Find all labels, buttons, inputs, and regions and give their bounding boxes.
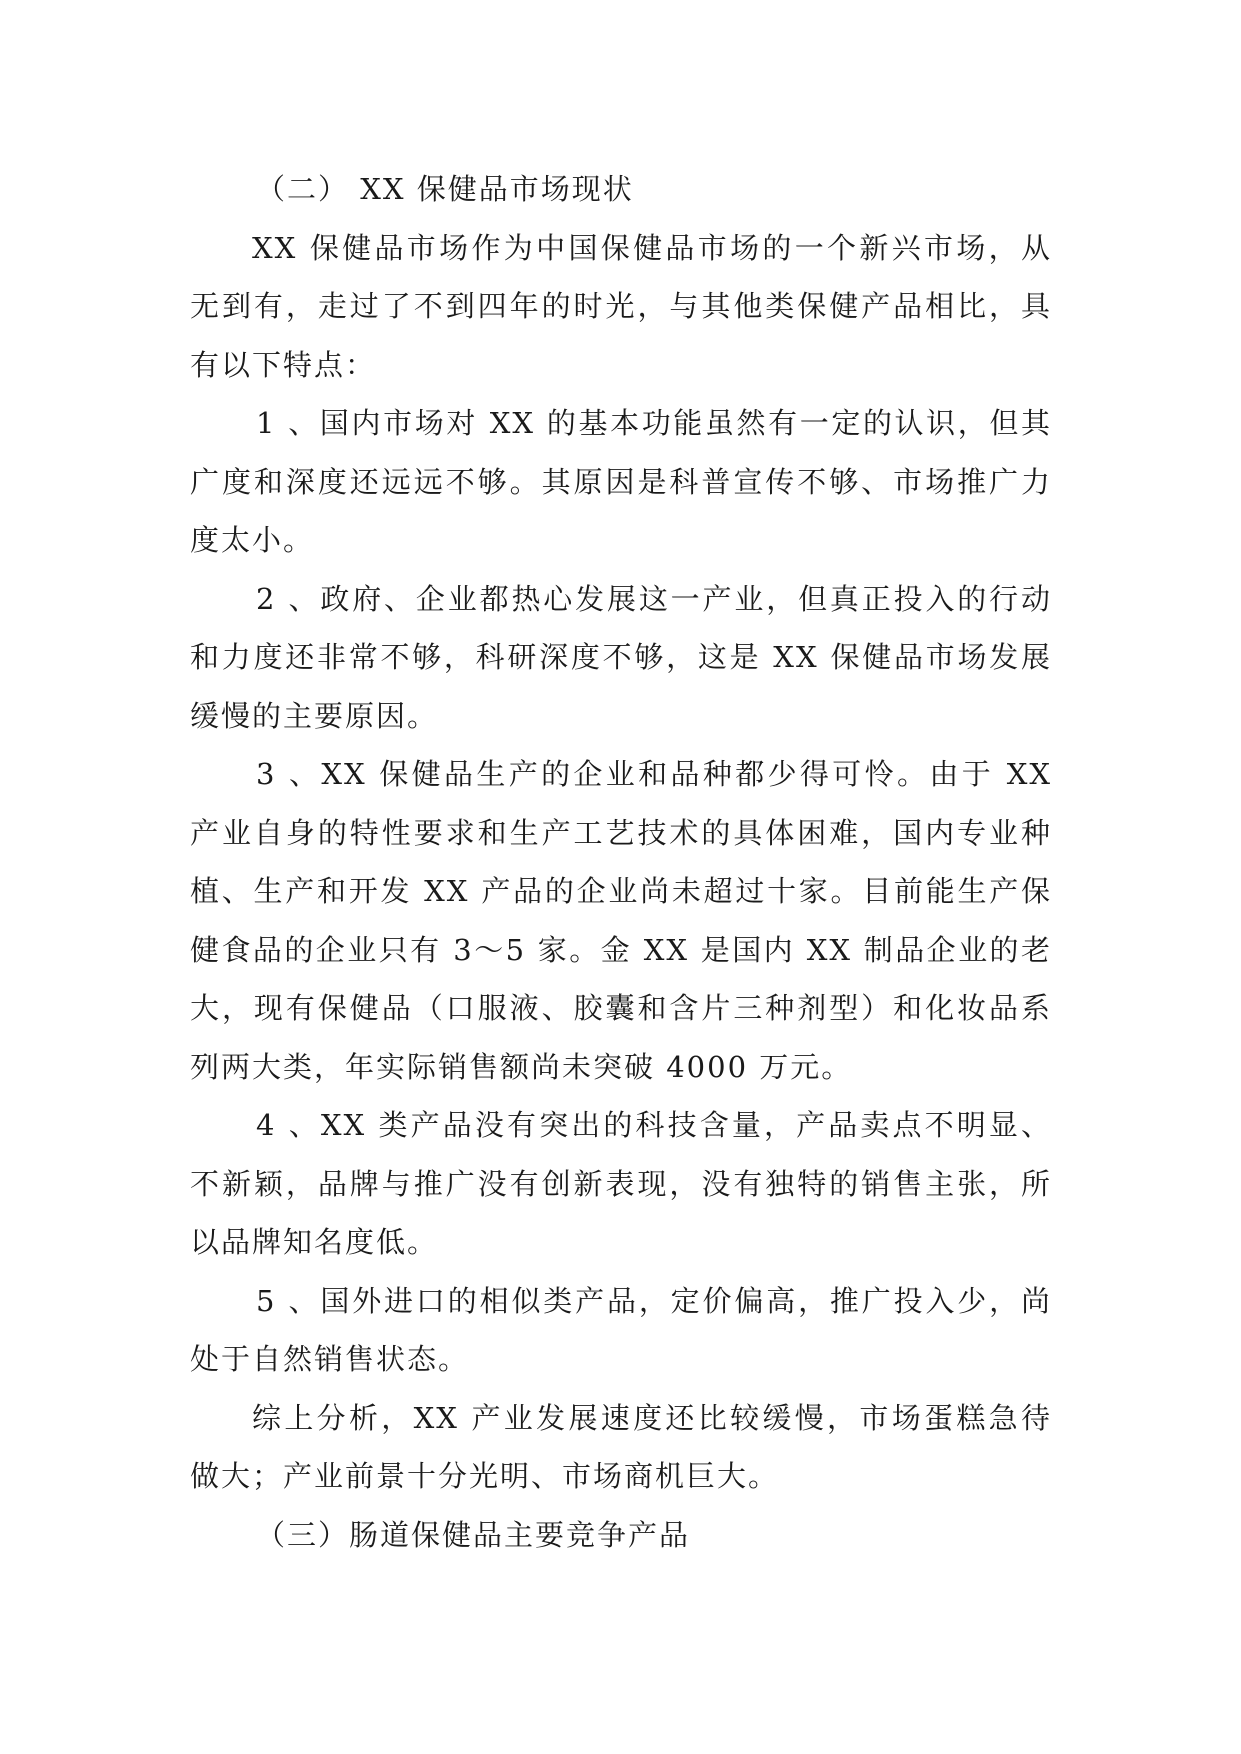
point-5-paragraph: 5 、国外进口的相似类产品，定价偏高，推广投入少，尚处于自然销售状态。 [190, 1283, 1052, 1376]
intro-paragraph: XX 保健品市场作为中国保健品市场的一个新兴市场，从无到有，走过了不到四年的时光，与其他类保健产品相比，具有以下特点： [190, 230, 1052, 382]
point-4-paragraph: 4 、XX 类产品没有突出的科技含量，产品卖点不明显、不新颖，品牌与推广没有创新表现，没有独特的销售主张，所以品牌知名度低。 [190, 1108, 1052, 1259]
section-heading-market-status: （二） XX 保健品市场现状 [256, 172, 634, 206]
section-heading-competitors: （三）肠道保健品主要竞争产品 [256, 1517, 691, 1552]
point-3-paragraph: 3 、XX 保健品生产的企业和品种都少得可怜。由于 XX 产业自身的特性要求和生产工艺技术的具体困难，国内专业种植、生产和开发 XX 产品的企业尚未超过十家。目前能生产保健食品的企业只有 3～5 家。金 XX 是国内 XX 制品企业的老大，现有保健品（口服液、胶囊和含片三种剂型）和化妆品系列两大类，年实际销售额尚未突破 4000 万元。 [190, 757, 1052, 1084]
document-body [190, 160, 1052, 1564]
point-2-paragraph: 2 、政府、企业都热心发展这一产业，但真正投入的行动和力度还非常不够，科研深度不够，这是 XX 保健品市场发展缓慢的主要原因。 [190, 581, 1052, 733]
point-1-paragraph: 1 、国内市场对 XX 的基本功能虽然有一定的认识，但其广度和深度还远远不够。其原因是科普宣传不够、市场推广力度太小。 [190, 406, 1052, 557]
summary-paragraph: 综上分析，XX 产业发展速度还比较缓慢，市场蛋糕急待做大；产业前景十分光明、市场商机巨大。 [190, 1400, 1052, 1493]
